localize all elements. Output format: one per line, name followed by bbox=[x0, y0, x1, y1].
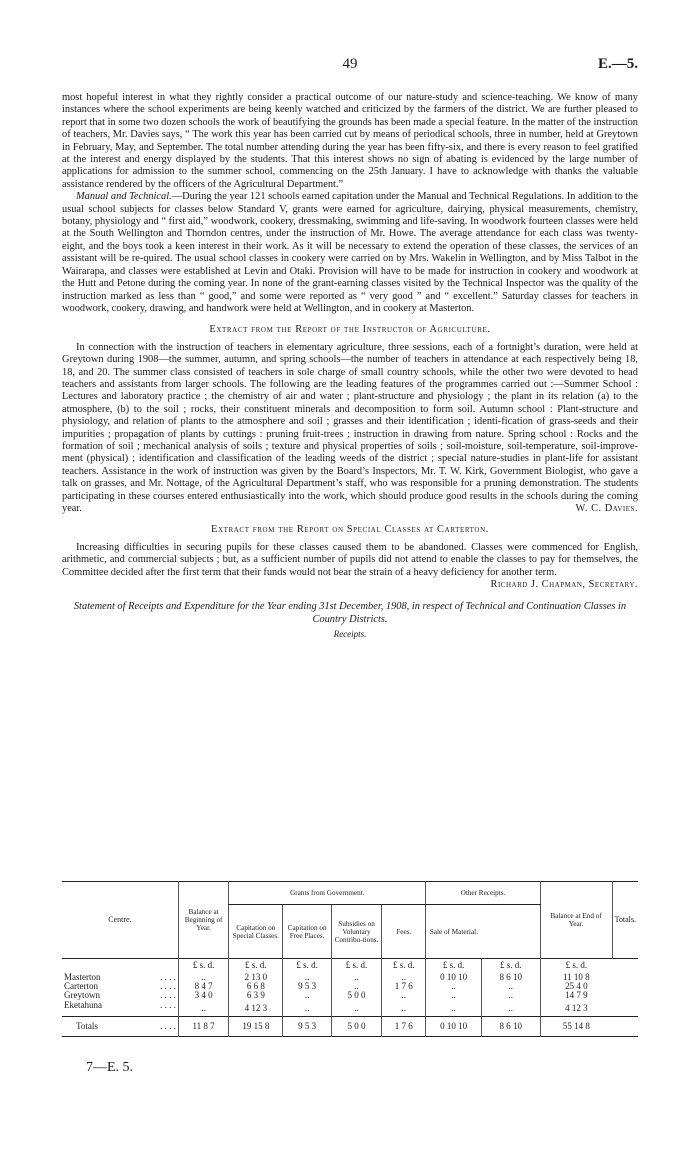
table-cell: .. bbox=[382, 1001, 426, 1017]
body-text bbox=[62, 92, 638, 641]
page-number: 49 bbox=[342, 56, 358, 72]
col-balance-end: Balance at End of Year. bbox=[540, 882, 612, 959]
table-cell: .. bbox=[481, 1001, 540, 1017]
paragraph-nature-study: most hopeful interest in what they rightly consider a practical outcome of our nature-study and science-teaching. We know of many instances where the school experiments are being keenly watched and criticized by the farmers of the district. We are further pleased to report that in some two dozen schools the work of beautifying the grounds has been made a special feature. In the matter of the instruction of teachers, Mr. Davies says, “ The work this year has been carried cut by means of periodical schools, three in number, held at Greytown in February, May, and September. The total number attending during the year has been fifty-six, and there is every reason to feel gratified at the interest and energy displayed by the students. That this interest shows no sign of abating is evidenced by the large number of applications for admission to the summer school, commencing on the 25th January. I have to acknowledge with thanks the valuable assistance rendered by the officers of the Agricultural Department.” bbox=[62, 92, 638, 190]
totals-cell: 0 10 10 bbox=[426, 1017, 482, 1037]
group-header-other: Other Receipts. bbox=[426, 882, 540, 905]
signature-davies: W. C. Davies. bbox=[575, 503, 638, 514]
table-cell: 2 13 0 bbox=[229, 973, 283, 982]
totals-cell: 1 7 6 bbox=[382, 1017, 426, 1037]
col-sale: Sale of Material. bbox=[426, 905, 482, 959]
unit-cell: £ s. d. bbox=[481, 959, 540, 973]
table-cell: .. bbox=[283, 973, 332, 982]
table-cell: .. bbox=[382, 991, 426, 1000]
table-row bbox=[62, 973, 638, 982]
totals-cell: 8 6 10 bbox=[481, 1017, 540, 1037]
section-heading-carterton: Extract from the Report on Special Classes at Carterton. bbox=[211, 524, 489, 536]
col-subsidies: Subsidies on Voluntary Contribu-tions. bbox=[331, 905, 381, 959]
paragraph-lead-italic: Manual and Technical. bbox=[76, 191, 172, 203]
totals-cell: 9 5 3 bbox=[283, 1017, 332, 1037]
table-cell: 4 12 3 bbox=[229, 1001, 283, 1017]
signature-chapman: Richard J. Chapman, Secretary. bbox=[490, 579, 638, 591]
col-balance-beginning: Balance at Beginning of Year. bbox=[178, 882, 228, 959]
unit-cell: £ s. d. bbox=[382, 959, 426, 973]
table-cell: .. bbox=[382, 973, 426, 982]
table-cell: .. bbox=[426, 982, 482, 991]
unit-cell: £ s. d. bbox=[178, 959, 228, 973]
paragraph-manual-technical bbox=[62, 191, 638, 315]
unit-cell: £ s. d. bbox=[229, 959, 283, 973]
row-leader-dots: . . . . bbox=[160, 999, 176, 1010]
receipts-table bbox=[62, 881, 638, 1037]
table-cell: .. bbox=[481, 982, 540, 991]
section-heading-agriculture: Extract from the Report of the Instructor of Agriculture. bbox=[209, 324, 491, 336]
totals-cell: 11 8 7 bbox=[178, 1017, 228, 1037]
table-cell: 9 5 3 bbox=[283, 982, 332, 991]
table-cell: .. bbox=[331, 973, 381, 982]
table-cell: 1 7 6 bbox=[382, 982, 426, 991]
table-cell: .. bbox=[426, 991, 482, 1000]
table-cell: 5 0 0 bbox=[331, 991, 381, 1000]
table-cell: 6 6 8 bbox=[229, 982, 283, 991]
paragraph-agriculture bbox=[62, 342, 638, 516]
group-header-grants: Grants from Government. bbox=[229, 882, 426, 905]
table-cell: .. bbox=[331, 1001, 381, 1017]
footer-code: 7—E. 5. bbox=[86, 1060, 134, 1075]
table-totals-row bbox=[62, 1017, 638, 1037]
table-cell: .. bbox=[178, 1001, 228, 1017]
table-cell: .. bbox=[283, 1001, 332, 1017]
paragraph-manual-technical-text: —During the year 121 schools earned capitation under the Manual and Technical Regulations. In addition to the usual school subjects for classes below Standard V, grants were earned for agriculture, dairying, physical measurements, chemistry, botany, physiology and “ first aid,” woodwork, cookery, dressmaking, swimming and life-saving. In woodwork fourteen classes were held at the South Wellington and Thorndon centres, under the instruction of Mr. Howe. The average attendance for each class was twenty-eight, and the boys took a keen interest in their work. As it will be necessary to extend the operation of these classes, the services of an assistant will be re-quired. The usual school classes in cookery were carried on by Mrs. Wakelin in Wellington, and by Miss Talbot in the Wairarapa, and classes were established at Levin and Otaki. Provision will have to be made for instruction in cookery and woodwork at the Hutt and Petone during the coming year. In none of the grant-earning classes visited by the Technical Inspector was the quality of the instruction marked as less than “ good,” and some were reported as “ very good ” and “ excellent.” Saturday classes for teachers in woodwork, cookery, drawing, and handwork were held at Wellington, and in cookery at Masterton. bbox=[62, 191, 638, 314]
table-units-row bbox=[62, 959, 638, 973]
table-cell: 6 3 9 bbox=[229, 991, 283, 1000]
table-cell: 14 7 9 bbox=[540, 991, 612, 1000]
table-cell: .. bbox=[178, 973, 228, 982]
row-centre-name: Masterton bbox=[64, 971, 101, 982]
table-cell: 8 6 10 bbox=[481, 973, 540, 982]
row-leader-dots: . . . . bbox=[160, 990, 176, 1001]
paragraph-carterton: Increasing difficulties in securing pupils for these classes caused them to be abandoned. Classes were commenced for English, arithmetic, and commercial subjects ; but, as a sufficient number of pupils did not attend to enable the classes to pay for themselves, the Committee decided after the first term that their funds would not bear the strain of a heavy deficiency for another term. bbox=[62, 541, 638, 578]
col-fees: Fees. bbox=[382, 905, 426, 959]
table-cell: 3 4 0 bbox=[178, 991, 228, 1000]
row-centre-name: Carterton bbox=[64, 980, 98, 991]
table-cell: .. bbox=[331, 982, 381, 991]
table-cell: .. bbox=[426, 1001, 482, 1017]
table-row bbox=[62, 991, 638, 1000]
table-cell: .. bbox=[481, 991, 540, 1000]
unit-cell: £ s. d. bbox=[540, 959, 612, 973]
paragraph-agriculture-text: In connection with the instruction of teachers in elementary agriculture, three sessions, each of a fortnight’s duration, were held at Greytown during 1908—the summer, autumn, and spring schools—the number of teachers in attendance at each respectively being 18, 18, and 20. The summer class consisted of teachers in sole charge of small country schools, while the other two were devoted to head teachers and assistants from larger schools. The following are the leading features of the programmes carried out :—Summer School : Lectures and laboratory practice ; the chemistry of air and water ; plant-structure and physiology ; the plant in its relation (a) to the atmosphere, (b) to the soil ; rocks, their constituent minerals and decomposition to form soil. Autumn school : Plant-structure and physiology, and relation of plants to the atmosphere and soil ; grasses and their identification ; identi-fication of grass-seeds and their impurities ; propagation of plants by cuttings : pruning fruit-trees ; instruction in drawing from nature. Spring school : Rocks and the formation of soil ; mechanical analysis of soils ; texture and physical properties of soils ; soil-moisture, soil-temperature, soil-improve-ment (physical) ; identification and classification of the leading weeds of the district ; special nature-studies in plant-life for assistant teachers. Assistance in the work of instruction was given by the Board’s Inspectors, Mr. T. W. Kirk, Government Biologist, who gave a talk on grasses, and Mr. Nottage, of the Agricultural Department’s staff, who was responsible for a pruning demonstration. The students participating in these courses entered enthusiastically into the work, which should produce good results in the schools during the coming year. bbox=[62, 341, 638, 514]
totals-cell: 5 0 0 bbox=[331, 1017, 381, 1037]
table-row bbox=[62, 1001, 638, 1017]
unit-cell: £ s. d. bbox=[283, 959, 332, 973]
unit-cell: £ s. d. bbox=[331, 959, 381, 973]
row-leader-dots: . . . . bbox=[160, 1020, 176, 1031]
col-centre: Centre. bbox=[108, 915, 132, 924]
document-code: E.—5. bbox=[597, 56, 638, 72]
totals-cell: 55 14 8 bbox=[540, 1017, 612, 1037]
row-centre-name: Greytown bbox=[64, 990, 100, 1001]
table-group-header-row bbox=[62, 882, 638, 905]
row-centre-name: Eketahuna bbox=[64, 999, 102, 1010]
table-cell: 8 4 7 bbox=[178, 982, 228, 991]
table-cell: 11 10 8 bbox=[540, 973, 612, 982]
col-capitation-free: Capitation on Free Places. bbox=[283, 905, 332, 959]
table-cell: 0 10 10 bbox=[426, 973, 482, 982]
row-leader-dots: . . . . bbox=[160, 971, 176, 982]
statement-subtitle: Receipts. bbox=[333, 629, 367, 640]
table-cell: 25 4 0 bbox=[540, 982, 612, 991]
table-cell: .. bbox=[283, 991, 332, 1000]
col-totals: Totals. bbox=[612, 882, 638, 959]
col-capitation-special: Capitation on Special Classes. bbox=[229, 905, 283, 959]
totals-cell: 19 15 8 bbox=[229, 1017, 283, 1037]
totals-label: Totals bbox=[76, 1020, 98, 1031]
row-leader-dots: . . . . bbox=[160, 980, 176, 991]
table-cell: 4 12 3 bbox=[540, 1001, 612, 1017]
statement-title: Statement of Receipts and Expenditure for the Year ending 31st December, 1908, in respect of Technical and Continuation Classes in Country Districts. bbox=[73, 601, 627, 625]
unit-cell: £ s. d. bbox=[426, 959, 482, 973]
